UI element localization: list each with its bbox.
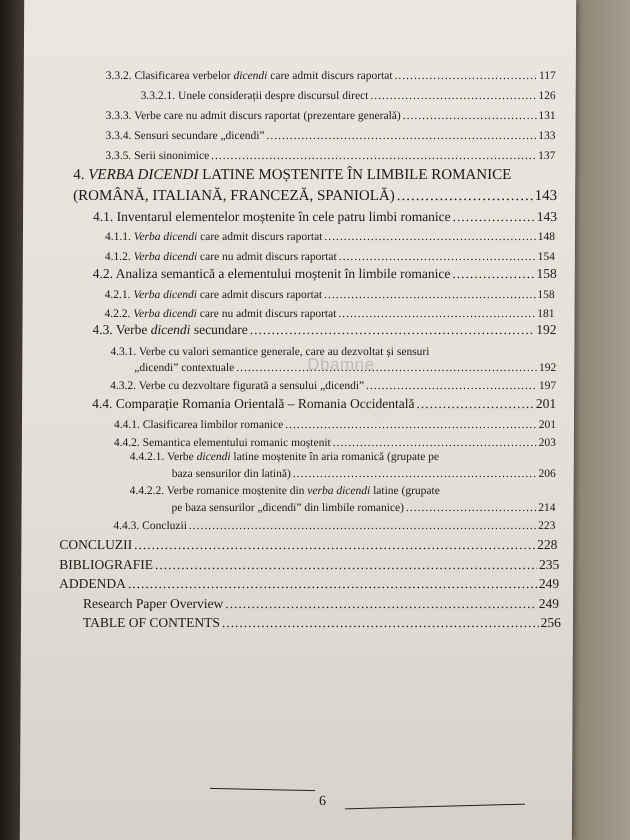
toc-entry-text: care nu admit discurs raportat <box>196 308 337 320</box>
dot-leader <box>395 70 537 82</box>
toc-page-number: 203 <box>538 437 556 449</box>
toc-entry-text: 3.3.5. Serii sinonimice <box>105 150 210 162</box>
toc-entry-label <box>106 70 393 82</box>
toc-entry <box>93 266 557 282</box>
toc-page-number: 197 <box>538 380 557 392</box>
toc-entry-label <box>59 557 153 573</box>
toc-entry <box>59 576 559 592</box>
dot-leader <box>406 502 536 514</box>
toc-entry-text: care nu admit discurs raportat <box>197 251 337 263</box>
toc-entry-text: 4.3.2. Verbe cu dezvoltare figurată a sensului „dicendi” <box>110 380 365 392</box>
toc-entry-text: latine moștenite în aria romanică (grupate pe <box>230 451 440 463</box>
toc-entry-label <box>134 362 234 374</box>
toc-entry <box>105 130 555 142</box>
toc-entry-label <box>110 346 429 358</box>
toc-entry-text: latine (grupate <box>370 485 440 497</box>
toc-entry-italic: VERBA DICENDI <box>88 167 199 183</box>
toc-entry-label <box>114 419 283 431</box>
toc-entry-label <box>59 576 126 592</box>
toc-entry-text: pe baza sensurilor „dicendi” din limbile romanice) <box>171 502 405 514</box>
toc-entry-text: 4. <box>73 167 89 183</box>
book-page <box>20 0 576 840</box>
toc-entry <box>130 485 554 497</box>
toc-entry-text: care admit discurs raportat <box>197 231 323 243</box>
toc-entry <box>113 520 555 532</box>
toc-page-number: 235 <box>538 557 560 572</box>
toc-entry-text: 4.3.1. Verbe cu valori semantice generale, care au dezvoltat și sensuri <box>110 346 430 358</box>
dot-leader <box>211 150 536 162</box>
toc-entry <box>105 308 555 320</box>
toc-page-number: 117 <box>538 70 556 82</box>
toc-entry <box>106 70 556 82</box>
toc-entry-text: 4.4.2.1. Verbe <box>129 451 197 463</box>
toc-page-number: 158 <box>536 266 557 281</box>
toc-entry <box>105 231 555 243</box>
toc-entry <box>92 396 556 412</box>
dot-leader <box>403 110 537 122</box>
toc-entry-label <box>105 289 323 301</box>
toc-entry-text: Research Paper Overview <box>82 596 224 611</box>
toc-entry-text: CONCLUZII <box>59 537 133 552</box>
dot-leader <box>236 362 537 374</box>
toc-entry-label <box>59 537 132 553</box>
toc-entry <box>105 289 555 301</box>
dot-leader <box>155 557 537 573</box>
toc-entry-text: „dicendi” contextuale <box>134 362 235 374</box>
toc-entry <box>172 468 556 480</box>
toc-entry-label <box>114 437 331 449</box>
toc-page-number: 223 <box>538 520 556 532</box>
toc-page-number: 256 <box>540 615 561 630</box>
toc-entry-italic: dicendi <box>233 70 268 82</box>
toc-page-number: 143 <box>536 209 558 224</box>
dot-leader <box>293 468 537 480</box>
toc-entry-text: LATINE MOȘTENITE ÎN LIMBILE ROMANICE <box>198 167 512 183</box>
toc-entry-label <box>130 451 439 463</box>
toc-entry-italic: verba dicendi <box>307 485 371 497</box>
toc-entry <box>106 110 556 122</box>
toc-entry-italic: Verba dicendi <box>133 251 198 263</box>
dot-leader <box>250 322 534 338</box>
toc-entry-text: baza sensurilor din latină) <box>171 468 291 480</box>
dot-leader <box>397 188 533 205</box>
toc-entry-text: 4.3. Verbe <box>92 322 151 337</box>
toc-entry-label <box>92 322 247 338</box>
toc-page-number: 181 <box>537 308 555 320</box>
dot-leader <box>285 419 537 431</box>
toc-entry-label <box>92 396 414 412</box>
dot-leader <box>324 289 535 301</box>
toc-entry-label <box>83 615 220 631</box>
toc-entry <box>59 537 557 553</box>
dot-leader <box>370 90 536 102</box>
toc-entry-label <box>141 90 369 102</box>
watermark-text: Dbamne <box>307 355 375 374</box>
toc-entry-label <box>105 308 337 320</box>
toc-entry <box>114 437 556 449</box>
toc-entry <box>172 502 556 514</box>
toc-entry-text: 4.4.2.2. Verbe romanice moștenite din <box>129 485 308 497</box>
toc-page-number: 143 <box>534 188 558 204</box>
toc-entry-text: 3.3.2.1. Unele considerații despre discursul direct <box>140 90 369 102</box>
toc-entry <box>83 615 561 631</box>
toc-entry <box>83 596 559 612</box>
toc-entry <box>59 557 559 573</box>
toc-entry-text: 4.1. Inventarul elementelor moștenite în cele patru limbi romanice <box>93 209 451 224</box>
toc-entry-label <box>105 251 337 263</box>
toc-page-number: 206 <box>538 468 556 480</box>
toc-entry-text: 3.3.4. Sensuri secundare „dicendi” <box>105 130 265 142</box>
dot-leader <box>338 308 535 320</box>
toc-entry <box>105 150 555 162</box>
toc-entry-label <box>93 266 451 282</box>
toc-entry-label <box>73 167 511 184</box>
dot-leader <box>324 231 535 243</box>
toc-page-number: 192 <box>536 322 557 337</box>
toc-entry-text: 4.2.2. <box>104 308 134 320</box>
page-number: 6 <box>318 794 327 809</box>
toc-entry-italic: dicendi <box>196 451 231 463</box>
toc-entry <box>105 251 555 263</box>
toc-entry <box>114 419 556 431</box>
toc-entry-italic: dicendi <box>150 322 191 337</box>
toc-page-number: 214 <box>538 502 556 514</box>
toc-entry <box>92 322 556 338</box>
dot-leader <box>189 520 536 532</box>
toc-entry-text: secundare <box>190 322 248 337</box>
toc-entry-label <box>113 520 187 532</box>
toc-page-number: 201 <box>535 396 557 411</box>
toc-entry-label <box>172 502 405 514</box>
toc-entry-text: 4.4.2. Semantica elementului romanic moștenit <box>113 437 331 449</box>
toc-entry <box>73 188 557 205</box>
toc-page-number: 158 <box>537 289 555 301</box>
toc-entry-text: 4.4.1. Clasificarea limbilor romanice <box>113 419 284 431</box>
toc-entry-label <box>110 380 364 392</box>
toc-entry-label <box>172 468 291 480</box>
dot-leader <box>333 437 537 449</box>
toc-page-number: 249 <box>538 576 560 591</box>
toc-entry-text: BIBLIOGRAFIE <box>59 557 154 572</box>
table-of-contents <box>20 0 576 840</box>
dot-leader <box>222 615 539 631</box>
toc-entry-text: care admit discurs raportat <box>196 289 323 301</box>
toc-entry-label <box>130 485 440 497</box>
toc-entry-text: 4.4.3. Concluzii <box>113 520 187 532</box>
toc-entry-text: 4.1.2. <box>104 251 134 263</box>
toc-page-number: 131 <box>538 110 556 122</box>
dot-leader <box>266 130 536 142</box>
toc-page-number: 192 <box>538 362 557 374</box>
toc-entry-label <box>105 130 264 142</box>
dot-leader <box>225 596 537 612</box>
dot-leader <box>366 380 537 392</box>
toc-entry-text: (ROMÂNĂ, ITALIANĂ, FRANCEZĂ, SPANIOLĂ) <box>73 188 395 204</box>
toc-entry-text: 4.1.1. <box>104 231 134 243</box>
toc-entry <box>110 380 556 392</box>
toc-page-number: 126 <box>538 90 556 102</box>
toc-entry-text: 4.4. Comparație Romania Orientală – Romania Occidentală <box>92 396 415 411</box>
dot-leader <box>134 537 535 553</box>
toc-entry-text: ADDENDA <box>59 576 126 591</box>
toc-page-number: 148 <box>537 231 555 243</box>
toc-page-number: 249 <box>538 596 560 611</box>
toc-entry-text: 4.2. Analiza semantică a elementului moștenit în limbile romanice <box>92 266 451 281</box>
toc-entry-italic: Verba dicendi <box>133 231 198 243</box>
toc-entry-label <box>105 231 323 243</box>
toc-page-number: 228 <box>537 537 558 552</box>
dot-leader <box>128 576 537 592</box>
toc-page-number: 154 <box>537 251 555 263</box>
toc-entry-text: care admit discurs raportat <box>267 70 393 82</box>
toc-entry-label <box>105 150 209 162</box>
toc-entry-text: 4.2.1. <box>104 289 134 301</box>
toc-entry-label <box>93 209 451 225</box>
toc-page-number: 137 <box>538 150 556 162</box>
toc-entry <box>130 451 554 463</box>
dot-leader <box>339 251 536 263</box>
toc-entry-label <box>83 596 223 612</box>
toc-entry <box>73 167 555 184</box>
toc-entry-italic: Verba dicendi <box>133 308 197 320</box>
dot-leader <box>453 209 535 225</box>
toc-entry <box>93 209 557 225</box>
toc-page-number: 133 <box>538 130 556 142</box>
toc-entry-label <box>73 188 395 205</box>
toc-entry <box>141 90 556 102</box>
toc-page-number: 201 <box>538 419 557 431</box>
toc-entry-label <box>106 110 401 122</box>
dot-leader <box>416 396 533 412</box>
dot-leader <box>452 266 534 282</box>
toc-entry-text: 3.3.3. Verbe care nu admit discurs raportat (prezentare generală) <box>105 110 401 122</box>
toc-entry-text: 3.3.2. Clasificarea verbelor <box>105 70 234 82</box>
toc-entry-italic: Verba dicendi <box>133 289 197 301</box>
toc-entry-text: TABLE OF CONTENTS <box>82 615 220 630</box>
